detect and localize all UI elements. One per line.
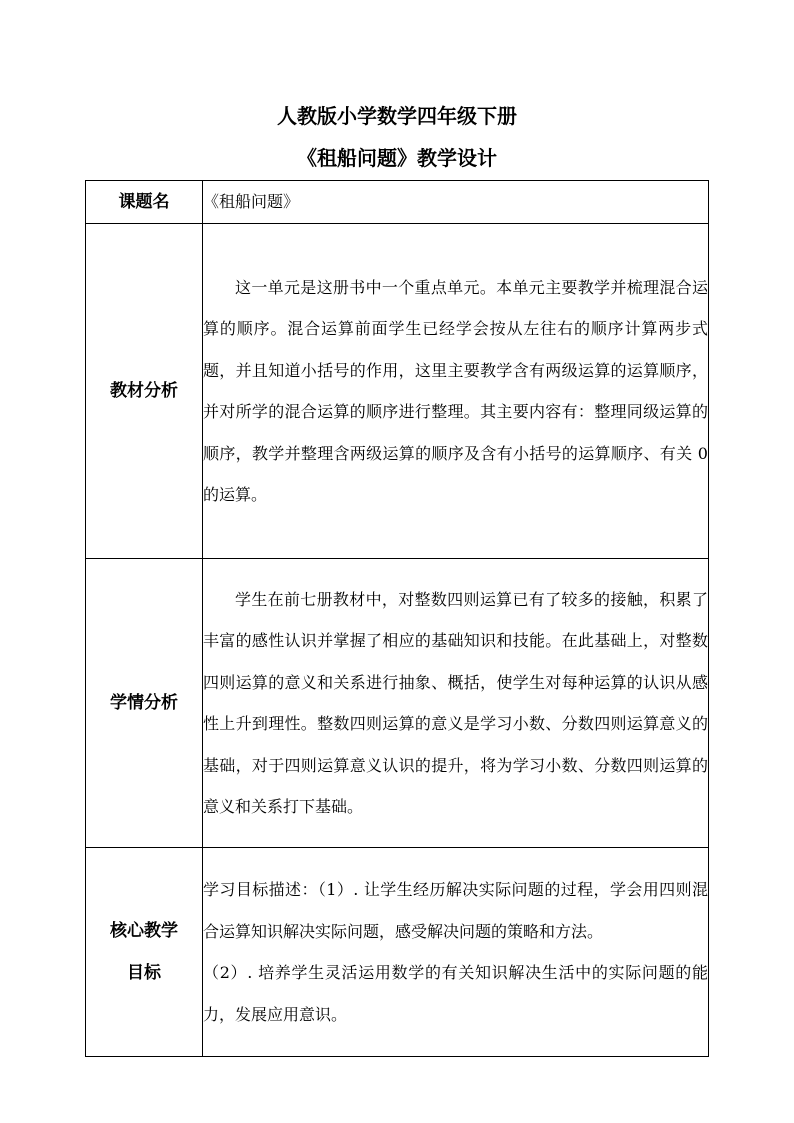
table-row-core-goals [86, 848, 709, 1057]
core-goal-2: （2）. 培养学生灵活运用数学的有关知识解决生活中的实际问题的能力，发展应用意识。 [203, 963, 708, 1024]
content-core-goals [203, 848, 709, 1057]
lesson-plan-table [85, 180, 709, 1057]
table-row-material-analysis [86, 224, 709, 559]
table-row-student-analysis [86, 559, 709, 848]
content-student-analysis: 学生在前七册教材中，对整数四则运算已有了较多的接触，积累了丰富的感性认识并掌握了相应的基础知识和技能。在此基础上，对整数四则运算的意义和关系进行抽象、概括，使学生对每种运算的认识从感性上升到理性。整数四则运算的意义是学习小数、分数四则运算意义的基础，对于四则运算意义认识的提升，将为学习小数、分数四则运算的意义和关系打下基础。 [203, 559, 709, 848]
label-core-goals [86, 848, 203, 1057]
label-core-goals-line2: 目标 [127, 963, 161, 983]
label-topic: 课题名 [86, 181, 203, 224]
label-material-analysis: 教材分析 [86, 224, 203, 559]
core-goal-1: 学习目标描述：（1）. 让学生经历解决实际问题的过程，学会用四则混合运算知识解决实际问题，感受解决问题的策略和方法。 [203, 880, 708, 941]
content-material-analysis: 这一单元是这册书中一个重点单元。本单元主要教学并梳理混合运算的顺序。混合运算前面学生已经学会按从左往右的顺序计算两步式题，并且知道小括号的作用，这里主要教学含有两级运算的运算顺序，并对所学的混合运算的顺序进行整理。其主要内容有：整理同级运算的顺序，教学并整理含两级运算的顺序及含有小括号的运算顺序、有关 0 的运算。 [203, 224, 709, 559]
table-row-topic [86, 181, 709, 224]
document-title: 人教版小学数学四年级下册 [277, 104, 517, 128]
label-core-goals-line1: 核心教学 [110, 921, 178, 941]
lesson-title: 《租船问题》教学设计 [297, 146, 497, 170]
content-topic: 《租船问题》 [203, 181, 709, 224]
label-student-analysis: 学情分析 [86, 559, 203, 848]
